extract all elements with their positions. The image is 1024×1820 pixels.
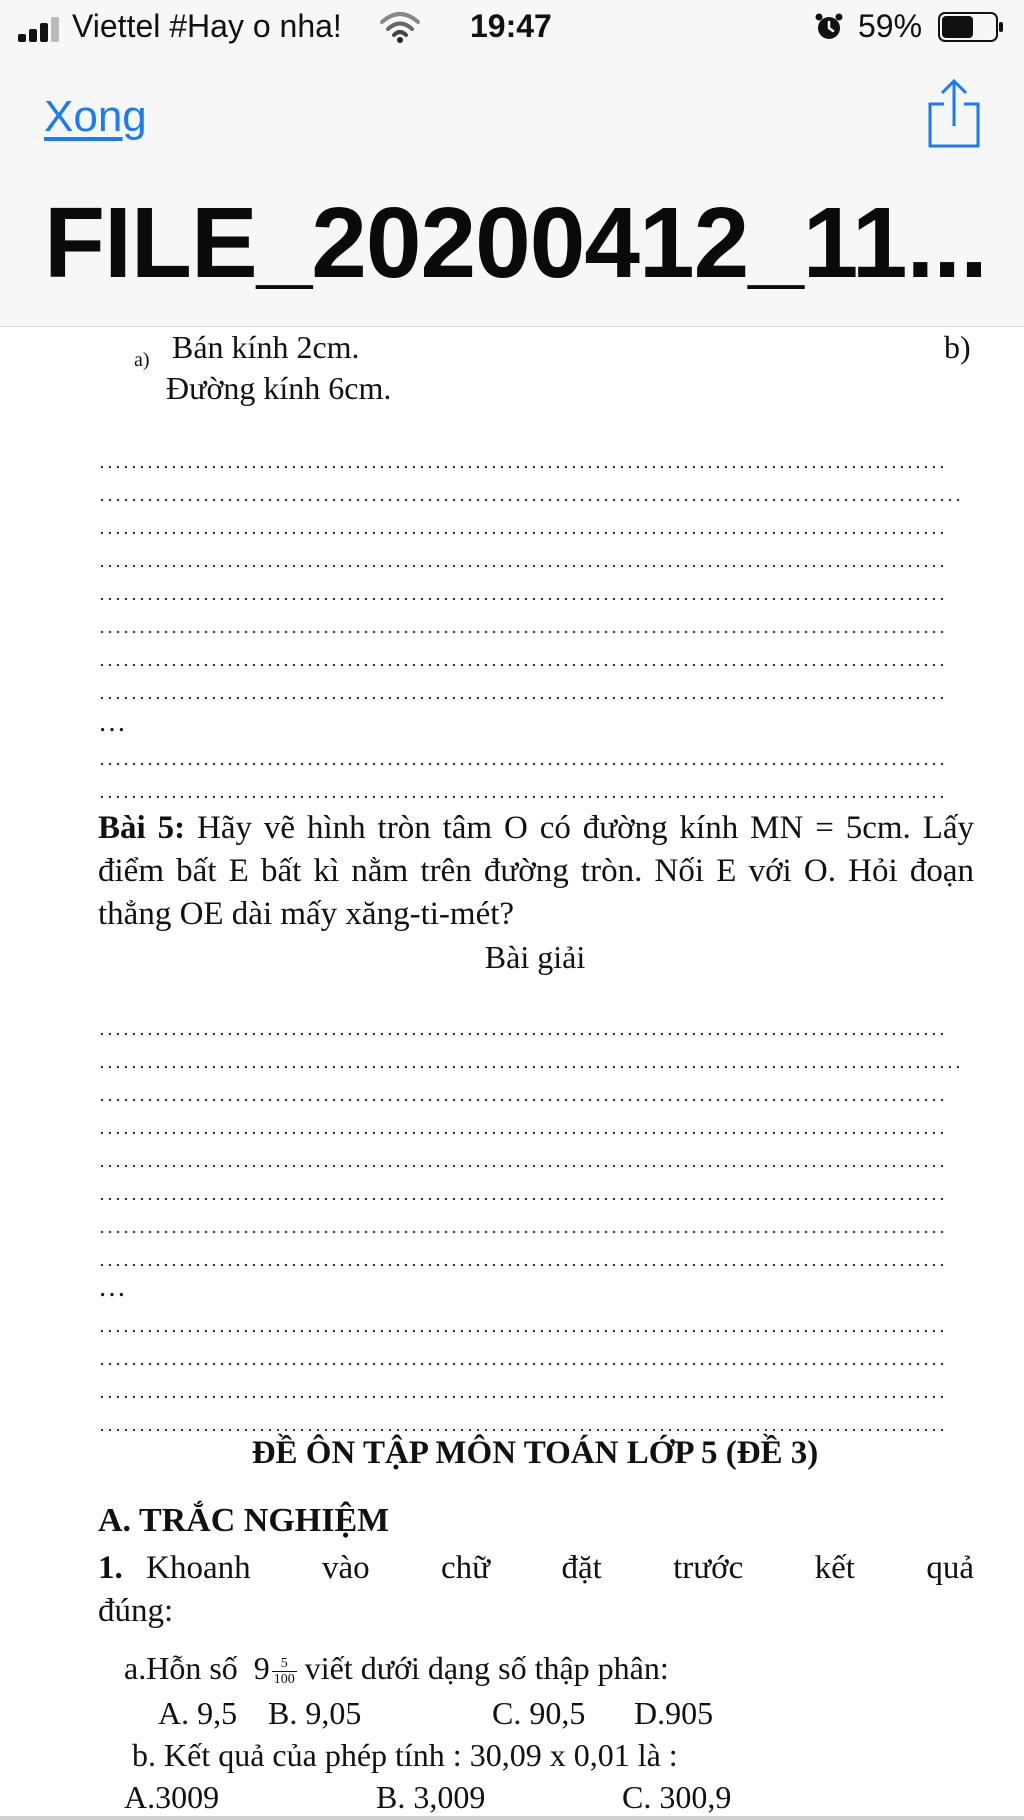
fraction-numerator: 5 — [272, 1656, 297, 1672]
ellipsis-text: … — [98, 1272, 126, 1303]
answer-dotted-line — [98, 1395, 948, 1399]
question-a-line — [124, 1650, 669, 1687]
option-a: A. 9,5 — [158, 1695, 238, 1731]
exercise-5-label: Bài 5: — [98, 810, 186, 846]
question-a-suffix: viết dưới dạng số thập phân: — [304, 1650, 669, 1686]
answer-dotted-line — [98, 597, 948, 601]
document-nav-bar — [0, 56, 1024, 327]
carrier-name: Viettel #Hay o nha! — [72, 8, 342, 44]
done-button[interactable]: Xong — [44, 92, 147, 141]
option-b: B. 9,05 — [268, 1695, 362, 1731]
fraction-denominator: 100 — [273, 1672, 295, 1688]
item-a-marker: a) — [134, 349, 150, 371]
mixed-number — [254, 1650, 297, 1686]
option-c: C. 300,9 — [622, 1779, 732, 1815]
answer-dotted-line — [98, 1263, 948, 1267]
question-a-prefix: a.Hỗn số — [124, 1650, 238, 1686]
item-a-radius-text: Bán kính 2cm. — [172, 329, 360, 365]
exercise-5-body: Hãy vẽ hình tròn tâm O có đường kính MN = 5cm. Lấy điểm bất E bất kì nằm trên đường tròn. Nối E với O. Hỏi đoạn thẳng OE dài mấy xăng-ti-mét? — [98, 810, 975, 932]
option-b: B. 3,009 — [376, 1779, 486, 1815]
answer-dotted-line — [98, 1164, 948, 1168]
question-1-number: 1. — [98, 1550, 123, 1586]
answer-dotted-line — [98, 630, 948, 634]
section-heading: A. TRẮC NGHIỆM — [98, 1502, 390, 1539]
option-c: C. 90,5 — [492, 1695, 586, 1731]
answer-dotted-line — [98, 663, 948, 667]
exercise-5-text — [98, 807, 974, 936]
page-bottom-edge — [0, 1816, 1024, 1820]
answer-dotted-line — [98, 1362, 948, 1366]
mixed-number-whole: 9 — [253, 1650, 270, 1686]
answer-dotted-line — [98, 465, 948, 469]
answer-dotted-line — [98, 762, 948, 766]
answer-dotted-line — [98, 564, 948, 568]
answer-dotted-line — [98, 1197, 948, 1201]
item-a-diameter-text: Đường kính 6cm. — [166, 370, 392, 406]
battery-percent: 59% — [858, 8, 923, 44]
wifi-icon — [380, 10, 420, 44]
exam-title: ĐỀ ÔN TẬP MÔN TOÁN LỚP 5 (ĐỀ 3) — [251, 1435, 819, 1471]
status-bar — [0, 0, 1024, 56]
battery-icon — [938, 12, 1004, 42]
question-b-text: b. Kết quả của phép tính : 30,09 x 0,01 là : — [132, 1737, 678, 1773]
answer-dotted-line — [98, 1131, 948, 1135]
answer-dotted-line — [98, 1329, 948, 1333]
answer-dotted-line — [98, 1098, 948, 1102]
answer-dotted-line — [98, 531, 948, 535]
question-1-text: Khoanh vào chữ đặt trước kết quả đúng: — [98, 1550, 975, 1629]
pdf-page[interactable] — [0, 327, 1024, 1820]
option-d: D.905 — [634, 1695, 714, 1731]
answer-dotted-line — [98, 1032, 948, 1036]
document-title: FILE_20200412_11... — [44, 187, 987, 299]
ellipsis-text: … — [98, 707, 126, 738]
answer-dotted-line — [98, 696, 948, 700]
solution-heading: Bài giải — [484, 939, 586, 975]
option-a: A.3009 — [124, 1779, 220, 1815]
answer-dotted-line — [98, 1065, 960, 1069]
question-1 — [98, 1547, 974, 1633]
alarm-icon — [814, 12, 844, 42]
answer-dotted-line — [98, 1428, 948, 1432]
fraction — [272, 1656, 297, 1687]
signal-icon — [18, 16, 62, 42]
answer-dotted-line — [98, 795, 948, 799]
share-icon[interactable] — [928, 78, 980, 148]
answer-dotted-line — [98, 1230, 948, 1234]
clock-time: 19:47 — [470, 8, 552, 44]
item-b-marker: b) — [944, 329, 971, 365]
answer-dotted-line — [98, 498, 960, 502]
